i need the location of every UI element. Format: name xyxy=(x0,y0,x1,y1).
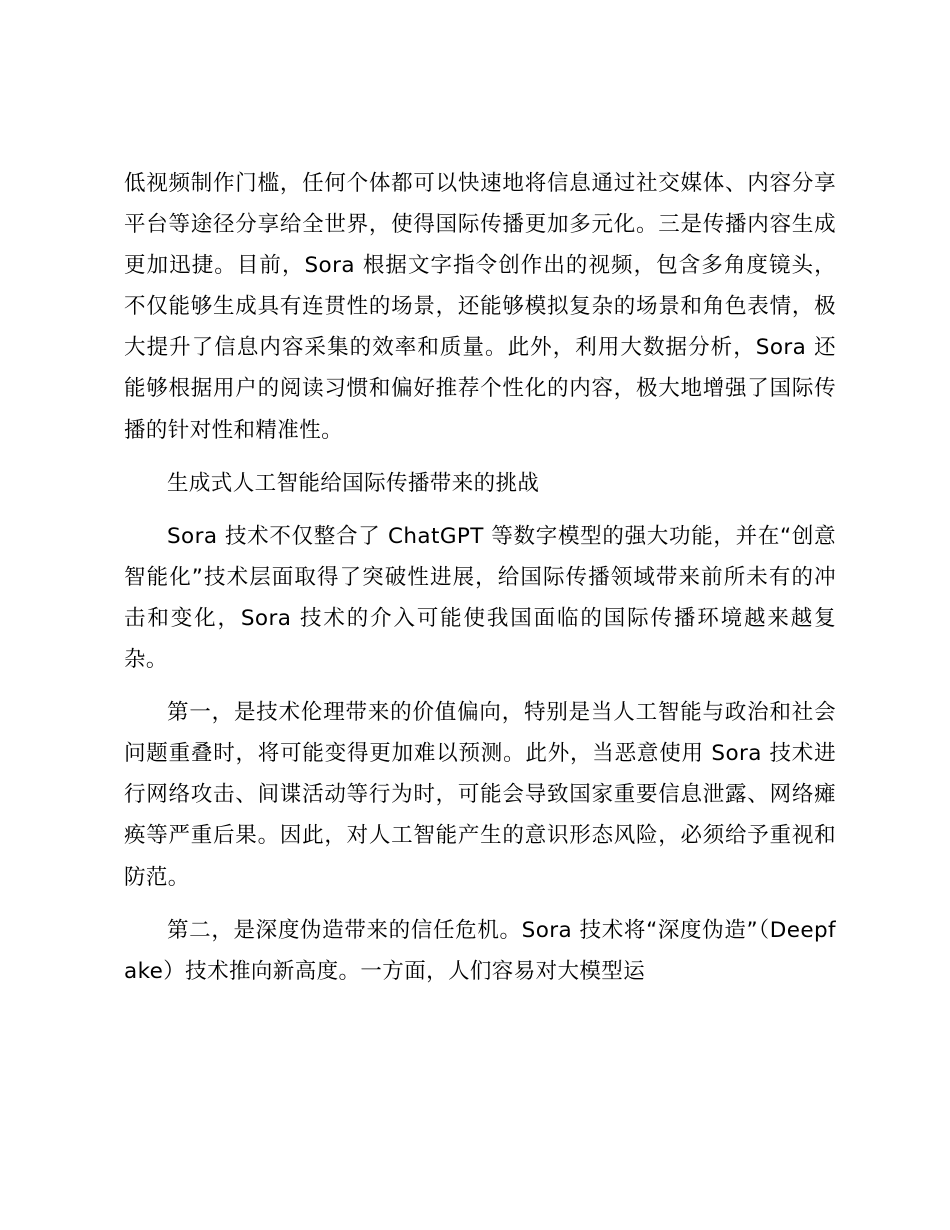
document-page xyxy=(124,163,836,992)
paragraph-first-challenge: 第一，是技术伦理带来的价值偏向，特别是当人工智能与政治和社会问题重叠时，将可能变得更加难以预测。此外，当恶意使用 Sora 技术进行网络攻击、间谍活动等行为时，可能会导致国家重要信息泄露、网络瘫痪等严重后果。因此，对人工智能产生的意识形态风险，必须给予重视和防范。 xyxy=(124,700,836,890)
section-heading: 生成式人工智能给国际传播带来的挑战 xyxy=(167,470,540,496)
paragraph-continuation: 低视频制作门槛，任何个体都可以快速地将信息通过社交媒体、内容分享平台等途径分享给全世界，使得国际传播更加多元化。三是传播内容生成更加迅捷。目前，Sora 根据文字指令创作出的视频，包含多角度镜头，不仅能够生成具有连贯性的场景，还能够模拟复杂的场景和角色表情，极大提升了信息内容采集的效率和质量。此外，利用大数据分析，Sora 还能够根据用户的阅读习惯和偏好推荐个性化的内容，极大地增强了国际传播的针对性和精准性。 xyxy=(124,171,836,443)
paragraph-second-challenge: 第二，是深度伪造带来的信任危机。Sora 技术将“深度伪造”（Deepfake）技术推向新高度。一方面，人们容易对大模型运 xyxy=(124,917,836,984)
paragraph-sora-intro: Sora 技术不仅整合了 ChatGPT 等数字模型的强大功能，并在“创意智能化”技术层面取得了突破性进展，给国际传播领域带来前所未有的冲击和变化，Sora 技术的介入可能使我国面临的国际传播环境越来越复杂。 xyxy=(124,523,836,673)
